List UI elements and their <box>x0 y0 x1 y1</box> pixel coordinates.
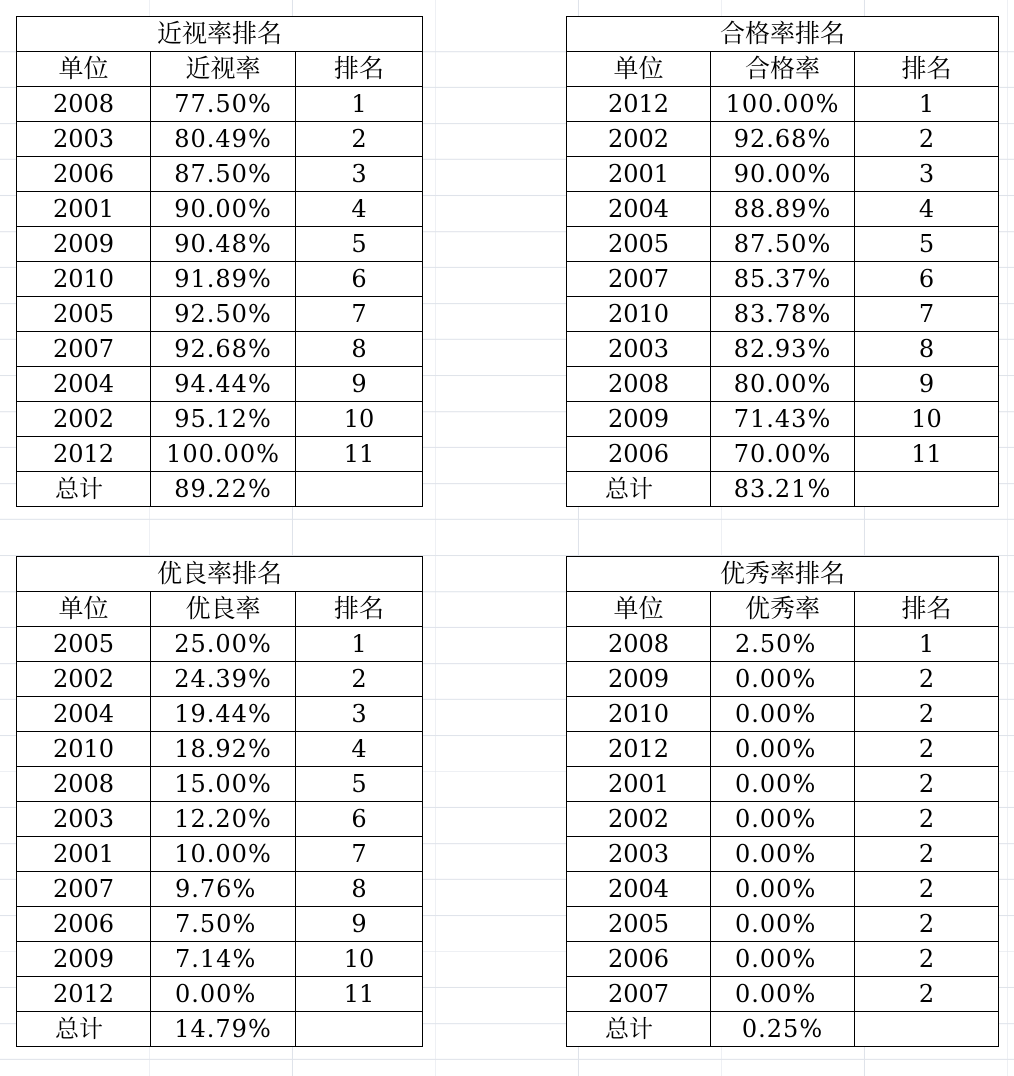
table-row <box>17 732 423 767</box>
rank-cell: 11 <box>296 437 423 472</box>
total-row <box>567 1012 999 1047</box>
table-row <box>17 697 423 732</box>
rate-cell: 12.20% <box>151 802 296 837</box>
total-label: 总计 <box>567 472 711 507</box>
rank-cell: 5 <box>296 767 423 802</box>
pass-rank-table <box>566 16 999 507</box>
rank-cell: 11 <box>296 977 423 1012</box>
table-row <box>17 977 423 1012</box>
table-row <box>567 227 999 262</box>
table-row <box>17 802 423 837</box>
rank-cell: 4 <box>296 192 423 227</box>
table-row <box>17 402 423 437</box>
unit-header: 单位 <box>567 52 711 87</box>
rank-cell: 2 <box>855 907 999 942</box>
table-row <box>567 697 999 732</box>
rank-cell: 2 <box>855 837 999 872</box>
rank-cell: 1 <box>296 87 423 122</box>
myopia-rank-table <box>16 16 423 507</box>
total-label: 总计 <box>17 1012 151 1047</box>
rate-cell: 70.00% <box>711 437 855 472</box>
rate-cell: 92.68% <box>711 122 855 157</box>
rank-cell: 2 <box>855 767 999 802</box>
rate-cell: 25.00% <box>151 627 296 662</box>
rate-cell: 85.37% <box>711 262 855 297</box>
table-row <box>567 977 999 1012</box>
rate-cell: 90.00% <box>711 157 855 192</box>
unit-cell: 2002 <box>567 122 711 157</box>
total-row <box>567 472 999 507</box>
unit-header: 单位 <box>567 592 711 627</box>
unit-cell: 2003 <box>17 802 151 837</box>
rate-cell: 100.00% <box>151 437 296 472</box>
unit-cell: 2004 <box>17 697 151 732</box>
rate-cell: 95.12% <box>151 402 296 437</box>
rate-cell: 7.14% <box>151 942 296 977</box>
table-row <box>567 942 999 977</box>
table-title: 优秀率排名 <box>567 557 999 592</box>
table-title: 合格率排名 <box>567 17 999 52</box>
unit-cell: 2007 <box>567 977 711 1012</box>
table-row <box>567 367 999 402</box>
total-label: 总计 <box>17 472 151 507</box>
rate-cell: 92.68% <box>151 332 296 367</box>
rank-cell: 10 <box>855 402 999 437</box>
rate-cell: 0.00% <box>711 662 855 697</box>
rate-cell: 15.00% <box>151 767 296 802</box>
rank-cell: 6 <box>296 802 423 837</box>
rate-header: 近视率 <box>151 52 296 87</box>
table-row <box>567 122 999 157</box>
total-rank <box>855 472 999 507</box>
rank-cell: 7 <box>296 837 423 872</box>
rate-cell: 0.00% <box>151 977 296 1012</box>
rank-cell: 8 <box>296 332 423 367</box>
rate-header: 优良率 <box>151 592 296 627</box>
rank-header: 排名 <box>296 592 423 627</box>
unit-cell: 2008 <box>17 87 151 122</box>
table-row <box>567 437 999 472</box>
unit-cell: 2007 <box>17 332 151 367</box>
table-row <box>567 192 999 227</box>
unit-cell: 2010 <box>17 732 151 767</box>
table-row <box>17 627 423 662</box>
unit-cell: 2007 <box>567 262 711 297</box>
rank-cell: 4 <box>296 732 423 767</box>
table-row <box>17 297 423 332</box>
rank-cell: 5 <box>296 227 423 262</box>
unit-cell: 2003 <box>567 837 711 872</box>
rate-cell: 0.00% <box>711 907 855 942</box>
rate-cell: 0.00% <box>711 942 855 977</box>
total-rank <box>855 1012 999 1047</box>
unit-cell: 2008 <box>567 627 711 662</box>
rank-cell: 11 <box>855 437 999 472</box>
unit-header: 单位 <box>17 592 151 627</box>
rank-cell: 9 <box>296 907 423 942</box>
unit-cell: 2006 <box>567 437 711 472</box>
table-title: 优良率排名 <box>17 557 423 592</box>
table-row <box>17 192 423 227</box>
rank-header: 排名 <box>855 592 999 627</box>
unit-cell: 2012 <box>17 977 151 1012</box>
excellent-rank-table <box>566 556 999 1047</box>
rate-cell: 90.00% <box>151 192 296 227</box>
unit-cell: 2008 <box>17 767 151 802</box>
table-row <box>567 907 999 942</box>
rank-cell: 8 <box>296 872 423 907</box>
rank-cell: 3 <box>296 157 423 192</box>
rank-cell: 3 <box>296 697 423 732</box>
rank-cell: 3 <box>855 157 999 192</box>
total-rate: 0.25% <box>711 1012 855 1047</box>
unit-cell: 2001 <box>567 767 711 802</box>
table-row <box>17 942 423 977</box>
rank-cell: 2 <box>855 732 999 767</box>
rank-header: 排名 <box>296 52 423 87</box>
rate-cell: 0.00% <box>711 837 855 872</box>
table-row <box>17 87 423 122</box>
header-row <box>567 52 999 87</box>
rate-cell: 90.48% <box>151 227 296 262</box>
table-row <box>17 437 423 472</box>
table-row <box>567 837 999 872</box>
unit-cell: 2006 <box>17 907 151 942</box>
unit-cell: 2009 <box>567 402 711 437</box>
unit-cell: 2005 <box>17 627 151 662</box>
rank-cell: 2 <box>855 977 999 1012</box>
unit-cell: 2012 <box>17 437 151 472</box>
rate-header: 优秀率 <box>711 592 855 627</box>
rate-cell: 87.50% <box>711 227 855 262</box>
total-rank <box>296 472 423 507</box>
rank-cell: 1 <box>855 87 999 122</box>
unit-cell: 2005 <box>567 227 711 262</box>
unit-cell: 2002 <box>17 402 151 437</box>
unit-header: 单位 <box>17 52 151 87</box>
rank-cell: 1 <box>855 627 999 662</box>
rank-cell: 2 <box>855 942 999 977</box>
rank-cell: 9 <box>855 367 999 402</box>
table-row <box>17 227 423 262</box>
table-row <box>567 802 999 837</box>
rank-cell: 4 <box>855 192 999 227</box>
rank-cell: 10 <box>296 402 423 437</box>
rate-cell: 24.39% <box>151 662 296 697</box>
table-row <box>17 767 423 802</box>
rank-cell: 8 <box>855 332 999 367</box>
table-row <box>567 157 999 192</box>
total-row <box>17 472 423 507</box>
total-rate: 89.22% <box>151 472 296 507</box>
unit-cell: 2003 <box>567 332 711 367</box>
rate-cell: 0.00% <box>711 802 855 837</box>
rate-cell: 100.00% <box>711 87 855 122</box>
table-row <box>567 332 999 367</box>
total-rank <box>296 1012 423 1047</box>
rate-cell: 10.00% <box>151 837 296 872</box>
rate-cell: 18.92% <box>151 732 296 767</box>
unit-cell: 2001 <box>17 837 151 872</box>
rate-cell: 94.44% <box>151 367 296 402</box>
rate-cell: 82.93% <box>711 332 855 367</box>
rank-cell: 7 <box>296 297 423 332</box>
rate-cell: 92.50% <box>151 297 296 332</box>
header-row <box>17 52 423 87</box>
table-row <box>17 367 423 402</box>
rate-cell: 0.00% <box>711 977 855 1012</box>
rank-cell: 2 <box>855 697 999 732</box>
total-rate: 83.21% <box>711 472 855 507</box>
rank-cell: 2 <box>855 872 999 907</box>
table-row <box>17 122 423 157</box>
table-row <box>567 402 999 437</box>
rate-cell: 83.78% <box>711 297 855 332</box>
table-row <box>17 837 423 872</box>
rank-cell: 7 <box>855 297 999 332</box>
table-row <box>567 872 999 907</box>
table-row <box>567 262 999 297</box>
table-row <box>17 262 423 297</box>
rate-cell: 91.89% <box>151 262 296 297</box>
unit-cell: 2001 <box>17 192 151 227</box>
total-label: 总计 <box>567 1012 711 1047</box>
unit-cell: 2006 <box>567 942 711 977</box>
rank-header: 排名 <box>855 52 999 87</box>
table-row <box>567 662 999 697</box>
unit-cell: 2009 <box>567 662 711 697</box>
rank-cell: 2 <box>855 662 999 697</box>
unit-cell: 2009 <box>17 942 151 977</box>
rate-cell: 0.00% <box>711 732 855 767</box>
rate-cell: 19.44% <box>151 697 296 732</box>
rate-cell: 0.00% <box>711 697 855 732</box>
unit-cell: 2003 <box>17 122 151 157</box>
table-row <box>567 87 999 122</box>
header-row <box>567 592 999 627</box>
rank-cell: 2 <box>855 122 999 157</box>
unit-cell: 2010 <box>17 262 151 297</box>
rate-cell: 0.00% <box>711 767 855 802</box>
table-row <box>17 872 423 907</box>
rank-cell: 9 <box>296 367 423 402</box>
rank-cell: 2 <box>296 662 423 697</box>
unit-cell: 2012 <box>567 87 711 122</box>
table-row <box>567 732 999 767</box>
unit-cell: 2010 <box>567 697 711 732</box>
unit-cell: 2004 <box>17 367 151 402</box>
rate-header: 合格率 <box>711 52 855 87</box>
unit-cell: 2005 <box>17 297 151 332</box>
rate-cell: 87.50% <box>151 157 296 192</box>
unit-cell: 2008 <box>567 367 711 402</box>
unit-cell: 2012 <box>567 732 711 767</box>
total-row <box>17 1012 423 1047</box>
unit-cell: 2009 <box>17 227 151 262</box>
unit-cell: 2002 <box>17 662 151 697</box>
rank-cell: 6 <box>296 262 423 297</box>
rate-cell: 80.49% <box>151 122 296 157</box>
unit-cell: 2010 <box>567 297 711 332</box>
unit-cell: 2002 <box>567 802 711 837</box>
unit-cell: 2007 <box>17 872 151 907</box>
rate-cell: 0.00% <box>711 872 855 907</box>
table-row <box>17 332 423 367</box>
rank-cell: 6 <box>855 262 999 297</box>
rank-cell: 2 <box>296 122 423 157</box>
rate-cell: 71.43% <box>711 402 855 437</box>
rank-cell: 1 <box>296 627 423 662</box>
rate-cell: 7.50% <box>151 907 296 942</box>
table-title: 近视率排名 <box>17 17 423 52</box>
table-row <box>17 907 423 942</box>
unit-cell: 2006 <box>17 157 151 192</box>
good-rank-table <box>16 556 423 1047</box>
unit-cell: 2004 <box>567 192 711 227</box>
rate-cell: 9.76% <box>151 872 296 907</box>
rank-cell: 2 <box>855 802 999 837</box>
table-row <box>17 662 423 697</box>
rate-cell: 2.50% <box>711 627 855 662</box>
unit-cell: 2001 <box>567 157 711 192</box>
table-row <box>567 627 999 662</box>
header-row <box>17 592 423 627</box>
total-rate: 14.79% <box>151 1012 296 1047</box>
table-row <box>17 157 423 192</box>
unit-cell: 2005 <box>567 907 711 942</box>
table-row <box>567 767 999 802</box>
unit-cell: 2004 <box>567 872 711 907</box>
rate-cell: 80.00% <box>711 367 855 402</box>
table-row <box>567 297 999 332</box>
rate-cell: 88.89% <box>711 192 855 227</box>
rank-cell: 10 <box>296 942 423 977</box>
rate-cell: 77.50% <box>151 87 296 122</box>
rank-cell: 5 <box>855 227 999 262</box>
